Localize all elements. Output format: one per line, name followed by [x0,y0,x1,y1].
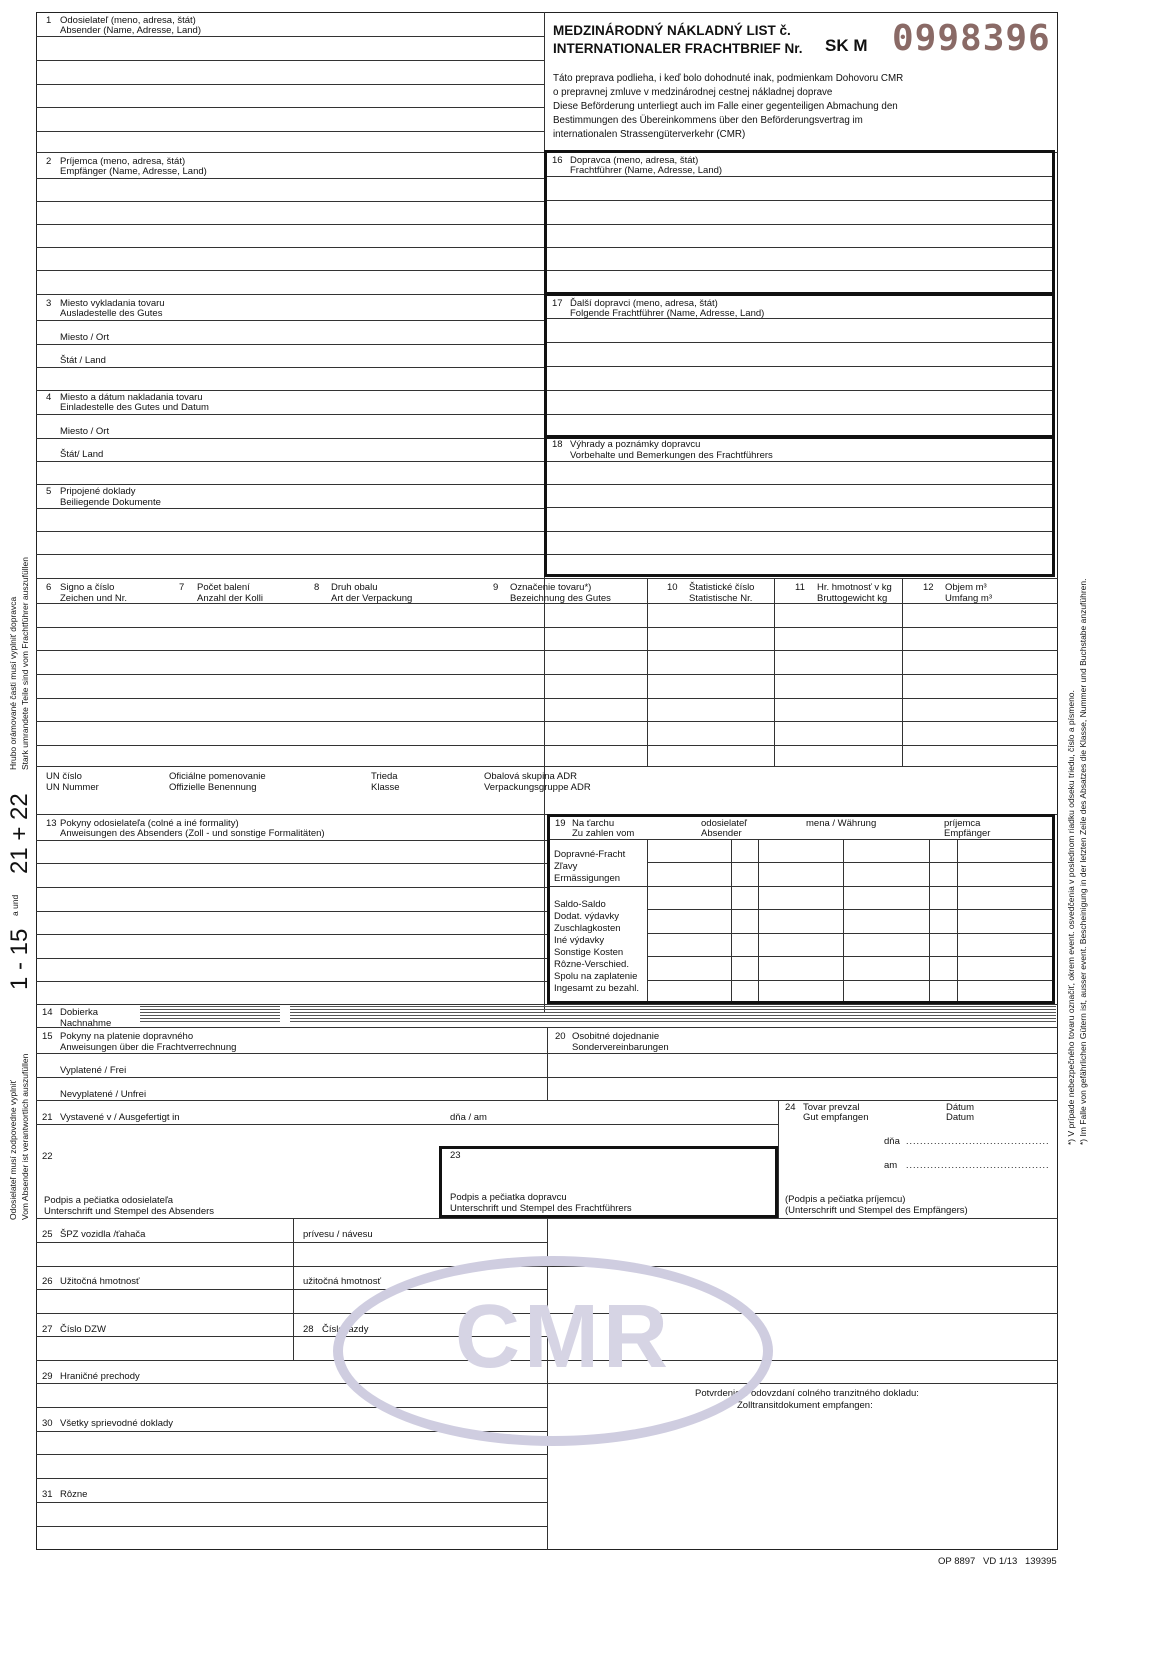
field-24-dots-2: ......................................... [906,1160,1050,1170]
field-8-label-sk: Druh obalu [331,582,378,593]
field-24-label-de: Gut empfangen [803,1112,869,1123]
field-24-number: 24 [785,1102,796,1113]
field-11-label-sk: Hr. hmotnosť v kg [817,582,892,593]
field-21-date: dňa / am [450,1112,487,1123]
field-24-date-sk: Dátum [946,1102,974,1113]
un-name-sk: Oficiálne pomenovanie [169,771,266,782]
field-29-label: Hraničné prechody [60,1371,140,1382]
field-29-number: 29 [42,1371,53,1382]
field-20-label-sk: Osobitné dojednanie [572,1031,660,1042]
side-left-upper-sk: Hrubo orámované časti musí vyplniť dopravca [8,596,18,770]
un-number-sk: UN číslo [46,771,82,782]
field-4-number: 4 [46,392,52,403]
field-24-dots-1: ......................................... [906,1136,1050,1146]
field-6-label-de: Zeichen und Nr. [60,593,128,604]
field-30-number: 30 [42,1418,53,1429]
field-10-number: 10 [667,582,678,593]
field-17-label-de: Folgende Frachtführer (Name, Adresse, Land) [570,308,765,319]
field-27-label: Číslo DZW [60,1324,106,1335]
field-22-number: 22 [42,1151,53,1162]
field-31-label: Rôzne [60,1489,88,1500]
un-group-sk: Obalová skupina ADR [484,771,577,782]
charge-row-b-8: Ingesamt zu bezahl. [554,983,640,994]
un-name-de: Offizielle Benennung [169,782,257,793]
field-2-label-sk: Príjemca (meno, adresa, štát) [60,156,186,167]
cod-hatch-right [290,1006,1056,1024]
charge-row-a-3: Ermässigungen [554,873,621,884]
side-left-lower-de: Vom Absender ist verantwortlich auszufüllen [20,1053,30,1220]
field-19-label-sk: Na ťarchu [572,818,615,829]
field-18-label-sk: Výhrady a poznámky dopravcu [570,439,701,450]
side-right-note-2: *) Im Falle von gefährlichen Gütern ist, ausser event. Bescheinigung in der letzten Zeile des Absatzes die Klasse, Nummer und Buchstabe anzuführen. [1078,578,1088,1145]
cmr-note-4: Bestimmungen des Übereinkommens über den Beförderungsvertrag im [553,115,863,126]
field-10-label-sk: Štatistické číslo [689,582,755,593]
field-28-label: Číslo jazdy [322,1324,369,1335]
field-1-number: 1 [46,15,52,26]
field-25-trailer: prívesu / návesu [303,1229,373,1240]
field-6-number: 6 [46,582,52,593]
title-de: INTERNATIONALER FRACHTBRIEF Nr. [553,41,803,56]
un-class-sk: Trieda [371,771,398,782]
side-right-note-1: *) V prípade nebezpečného tovaru označiť, okrem event. osvedčenia v poslednom riadku odseku triedu, číslo a písmeno. [1066,690,1076,1145]
transit-label-de: Zolltransitdokument empfangen: [737,1400,873,1411]
field-16-number: 16 [552,155,563,166]
field-21-label: Vystavené v / Ausgefertigt in [60,1112,180,1123]
un-number-de: UN Nummer [46,782,99,793]
field-12-number: 12 [923,582,934,593]
cmr-note-1: Táto preprava podlieha, i keď bolo dohodnuté inak, podmienkam Dohovoru CMR [553,73,904,84]
charge-row-b-4: Iné výdavky [554,935,605,946]
field-5-number: 5 [46,486,52,497]
field-9-label-de: Bezeichnung des Gutes [510,593,611,604]
field-8-label-de: Art der Verpackung [331,593,413,604]
field-2-label-de: Empfänger (Name, Adresse, Land) [60,166,207,177]
charge-row-b-5: Sonstige Kosten [554,947,624,958]
footer-number: 139395 [1025,1556,1057,1567]
charge-row-a-2: Zľavy [554,861,578,872]
field-19-sender-de: Absender [701,828,742,839]
field-13-label-de: Anweisungen des Absenders (Zoll - und sonstige Formalitäten) [60,828,325,839]
footer-vd: VD 1/13 [983,1556,1018,1567]
field-2-number: 2 [46,156,52,167]
side-left-range-a: 1 - 15 [6,928,33,990]
field-19-recv-sk: príjemca [944,818,981,829]
field-15-paid: Vyplatené / Frei [60,1065,127,1076]
field-16-label-sk: Dopravca (meno, adresa, štát) [570,155,699,166]
field-19-recv-de: Empfänger [944,828,991,839]
field-1-label-sk: Odosielateľ (meno, adresa, štát) [60,15,196,26]
field-9-label-sk: Označenie tovaru*) [510,582,592,593]
field-5-label-sk: Pripojené doklady [60,486,136,497]
side-left-range-b: 21 + 22 [6,793,33,874]
field-19-currency: mena / Währung [806,818,877,829]
side-left-upper-de: Stark umrandete Teile sind vom Frachtführer auszufüllen [20,557,30,770]
charge-row-b-6: Rôzne-Verschied. [554,959,629,970]
field-26-label2: užitočná hmotnosť [303,1276,382,1287]
field-11-label-de: Bruttogewicht kg [817,593,888,604]
field-25-number: 25 [42,1229,53,1240]
cmr-note-2: o prepravnej zmluve v medzinárodnej cestnej nákladnej doprave [553,87,833,98]
cmr-note-5: internationalen Strassengüterverkehr (CMR) [553,129,746,140]
field-6-label-sk: Signo a číslo [60,582,115,593]
field-30-label: Všetky sprievodné doklady [60,1418,174,1429]
field-7-number: 7 [179,582,185,593]
field-22-sign-sk: Podpis a pečiatka odosielateľa [44,1195,173,1206]
field-22-sign-de: Unterschrift und Stempel des Absenders [44,1206,215,1217]
field-24-sign-de: (Unterschrift und Stempel des Empfängers) [785,1205,968,1216]
field-12-label-sk: Objem m³ [945,582,987,593]
field-12-label-de: Umfang m³ [945,593,992,604]
un-class-de: Klasse [371,782,400,793]
field-24-sign-sk: (Podpis a pečiatka príjemcu) [785,1194,906,1205]
field-15-label-sk: Pokyny na platenie dopravného [60,1031,194,1042]
field-14-number: 14 [42,1007,53,1018]
field-3-label-sk: Miesto vykladania tovaru [60,298,165,309]
field-15-number: 15 [42,1031,53,1042]
field-24-label-sk: Tovar prevzal [803,1102,860,1113]
field-20-number: 20 [555,1031,566,1042]
field-13-number: 13 [46,818,57,829]
field-4-country: Štát/ Land [60,449,104,460]
field-4-label-sk: Miesto a dátum nakladania tovaru [60,392,203,403]
field-17-label-sk: Ďalší dopravci (meno, adresa, štát) [570,298,718,309]
field-11-number: 11 [795,582,805,593]
field-23-sign-sk: Podpis a pečiatka dopravcu [450,1192,567,1203]
field-19-label-de: Zu zahlen vom [572,828,635,839]
field-18-number: 18 [552,439,563,450]
title-sk: MEDZINÁRODNÝ NÁKLADNÝ LIST č. [553,23,791,38]
series-code: SK M [825,36,868,55]
field-3-number: 3 [46,298,52,309]
field-25-label: ŠPZ vozidla /ťahača [60,1229,146,1240]
field-20-label-de: Sondervereinbarungen [572,1042,669,1053]
cod-hatch-left [140,1006,280,1024]
field-26-label: Užitočná hmotnosť [60,1276,140,1287]
field-8-number: 8 [314,582,320,593]
field-4-place: Miesto / Ort [60,426,110,437]
field-26-number: 26 [42,1276,53,1287]
field-24-am: am [884,1160,898,1171]
field-27-number: 27 [42,1324,53,1335]
field-15-label-de: Anweisungen über die Frachtverrechnung [60,1042,237,1053]
field-23-number: 23 [450,1150,461,1161]
field-7-label-sk: Počet balení [197,582,250,593]
field-16-label-de: Frachtführer (Name, Adresse, Land) [570,165,723,176]
charge-row-a-1: Dopravné-Fracht [554,849,626,860]
field-23-sign-de: Unterschrift und Stempel des Frachtführers [450,1203,632,1214]
field-21-number: 21 [42,1112,53,1123]
field-5-label-de: Beiliegende Dokumente [60,497,161,508]
field-3-country: Štát / Land [60,355,106,366]
footer-code: OP 8897 [938,1556,976,1567]
cmr-stamp-text: CMR [455,1287,672,1387]
field-3-label-de: Ausladestelle des Gutes [60,308,163,319]
side-left-lower-sk: Odosielateľ musí zodpovedne vyplniť [8,1080,18,1220]
charge-row-b-3: Zuschlagkosten [554,923,621,934]
field-14-label-de: Nachnahme [60,1018,112,1029]
field-7-label-de: Anzahl der Kolli [197,593,264,604]
field-28-number: 28 [303,1324,314,1335]
field-3-place: Miesto / Ort [60,332,110,343]
cmr-note-3: Diese Beförderung unterliegt auch im Falle einer gegenteiligen Abmachung den [553,101,898,112]
transit-label-sk: Potvrdenie o odovzdaní colného tranzitného dokladu: [695,1388,919,1399]
field-14-label-sk: Dobierka [60,1007,99,1018]
charge-row-b-1: Saldo-Saldo [554,899,606,910]
serial-number: 0998396 [892,18,1051,59]
field-13-label-sk: Pokyny odosielateľa (colné a iné formality) [60,818,239,829]
charge-row-b-7: Spolu na zaplatenie [554,971,638,982]
field-9-number: 9 [493,582,499,593]
field-31-number: 31 [42,1489,53,1500]
field-24-dna: dňa [884,1136,900,1147]
field-24-date-de: Datum [946,1112,974,1123]
field-18-label-de: Vorbehalte und Bemerkungen des Frachtführers [570,450,773,461]
side-left-und: a und [10,894,20,916]
field-10-label-de: Statistische Nr. [689,593,753,604]
field-19-sender-sk: odosielateľ [701,818,748,829]
un-group-de: Verpackungsgruppe ADR [484,782,591,793]
field-15-unpaid: Nevyplatené / Unfrei [60,1089,147,1100]
field-1-label-de: Absender (Name, Adresse, Land) [60,25,201,36]
charge-row-b-2: Dodat. výdavky [554,911,619,922]
field-19-number: 19 [555,818,566,829]
field-4-label-de: Einladestelle des Gutes und Datum [60,402,209,413]
field-17-number: 17 [552,298,563,309]
